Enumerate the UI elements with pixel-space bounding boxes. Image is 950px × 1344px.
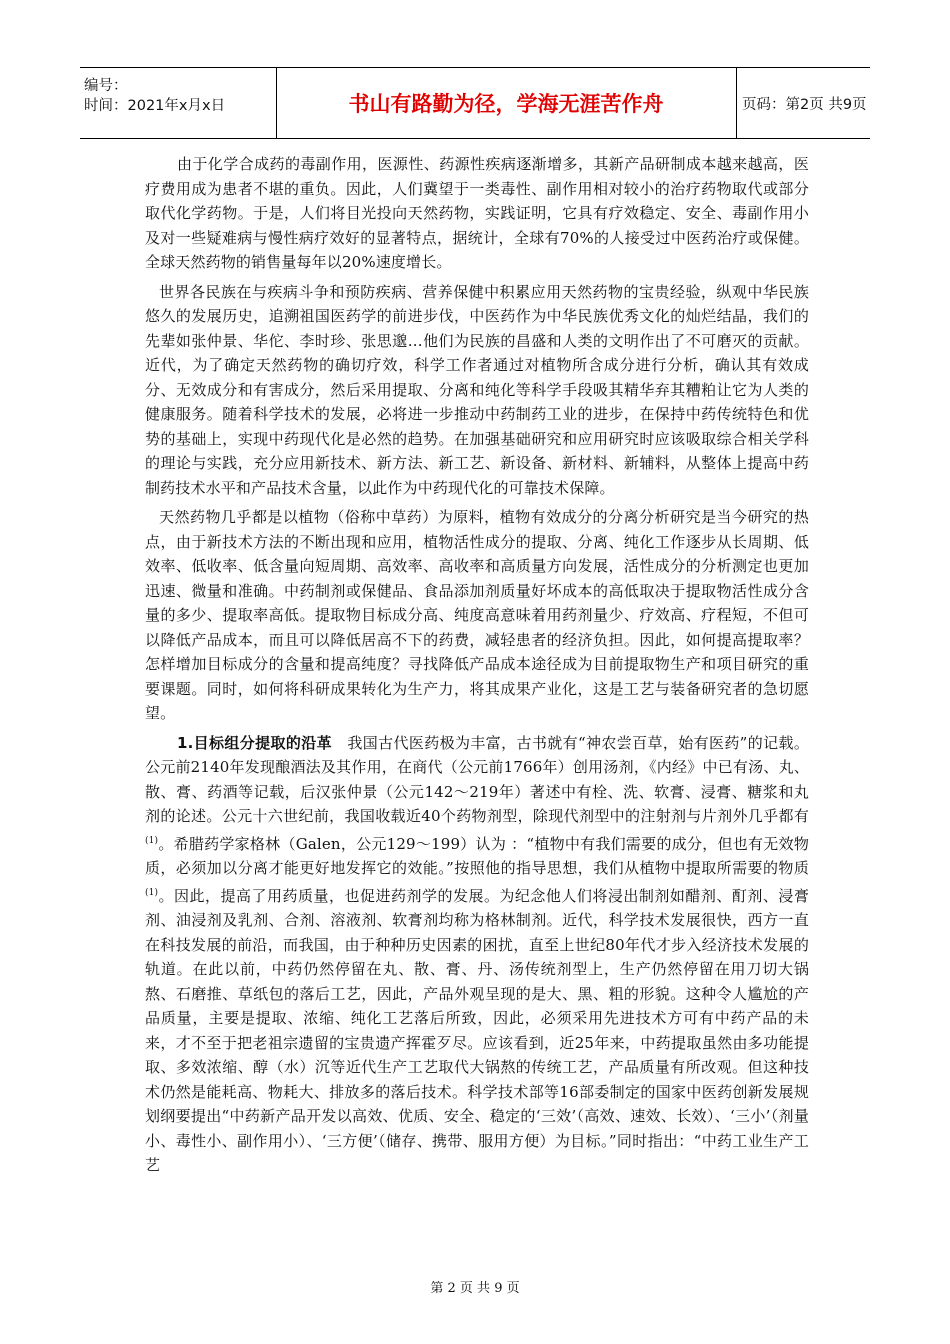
header-motto: 书山有路勤为径，学海无涯苦作舟 <box>348 92 664 116</box>
header-page-info: 页码：第2页 共9页 <box>742 96 867 113</box>
document-time-label: 时间：2021年x月x日 <box>84 98 226 114</box>
paragraph: 天然药物几乎都是以植物（俗称中草药）为原料，植物有效成分的分离分析研究是当今研究的热点，由于新技术方法的不断出现和应用，植物活性成分的提取、分离、纯化工作逐步从长周期、低效率、低收率、低含量向短周期、高效率、高收率和高质量方向发展，活性成分的分析测定也更加迅速、微量和准确。中药制剂或保健品、食品添加剂质量好坏成本的高低取决于提取物活性成分含量的多少、提取率高低。提取物目标成分高、纯度高意味着用药剂量少、疗效高、疗程短，不但可以降低产品成本，而且可以降低居高不下的药费，减轻患者的经济负担。因此，如何提高提取率？怎样增加目标成分的含量和提高纯度？寻找降低产品成本途径成为目前提取物生产和项目研究的重要课题。同时，如何将科研成果转化为生产力，将其成果产业化，这是工艺与装备研究者的急切愿望。 <box>145 508 809 722</box>
page-header <box>80 67 870 139</box>
paragraph: 世界各民族在与疾病斗争和预防疾病、营养保健中积累应用天然药物的宝贵经验，纵观中华民族悠久的发展历史，追溯祖国医药学的前进步伐，中医药作为中华民族优秀文化的灿烂结晶，我们的先辈如张仲景、华佗、李时珍、张思邈…他们为民族的昌盛和人类的文明作出了不可磨灭的贡献。近代，为了确定天然药物的确切疗效，科学工作者通过对植物所含成分进行分析，确认其有效成分、无效成分和有害成分，然后采用提取、分离和纯化等科学手段吸其精华弃其糟粕让它为人类的健康服务。随着科学技术的发展，必将进一步推动中药制药工业的进步，在保持中药传统特色和优势的基础上，实现中药现代化是必然的趋势。在加强基础研究和应用研究时应该吸取综合相关学科的理论与实践，充分应用新技术、新方法、新工艺、新设备、新材料、新辅料，从整体上提高中药制药技术水平和产品技术含量，以此作为中药现代化的可靠技术保障。 <box>145 282 809 497</box>
section-heading: 1.目标组分提取的沿革 <box>177 733 332 752</box>
page-footer: 第 2 页 共 9 页 <box>430 1281 520 1296</box>
paragraph <box>145 731 809 1178</box>
paragraph-text: 。希腊药学家格林（Galen，公元129～199）认为 ：“植物中有我们需要的成分，但也有无效物质，必须加以分离才能更好地发挥它的效能。”按照他的指导思想，我们从植物中提取所需要的物质 <box>145 834 809 877</box>
citation-ref: (1) <box>145 887 159 898</box>
paragraph-text: 。因此，提高了用药质量，也促进药剂学的发展。为纪念他人们将浸出制剂如醋剂、酊剂、浸膏剂、油浸剂及乳剂、合剂、溶液剂、软膏剂均称为格林制剂。近代，科学技术发展很快，西方一直在科技发展的前沿，而我国，由于种种历史因素的困扰，直至上世纪80年代才步入经济技术发展的轨道。在此以前，中药仍然停留在丸、散、膏、丹、汤传统剂型上，生产仍然停留在用刀切大锅熬、石磨推、草纸包的落后工艺，因此，产品外观呈现的是大、黑、粗的形貌。这种令人尴尬的产品质量，主要是提取、浓缩、纯化工艺落后所致，因此，必须采用先进技术方可有中药产品的未来，才不至于把老祖宗遗留的宝贵遗产挥霍歹尽。应该看到，近25年来，中药提取虽然由多功能提取、多效浓缩、醇（水）沉等近代生产工艺取代大锅熬的传统工艺，产品质量有所改观。但这种技术仍然是能耗高、物耗大、排放多的落后技术。科学技术部等16部委制定的国家中医药创新发展规划纲要提出“中药新产品开发以高效、优质、安全、稳定的‘三效’（高效、速效、长效）、‘三小’（剂量小、毒性小、副作用小）、‘三方便’（储存、携带、服用方便）为目标。”同时指出：“中药工业生产工艺 <box>145 886 809 1174</box>
citation-ref: (1) <box>145 835 159 846</box>
header-meta <box>80 68 276 138</box>
document-number-label: 编号： <box>84 78 128 94</box>
document-body <box>145 152 809 1183</box>
header-divider <box>736 68 737 138</box>
paragraph-text: 我国古代医药极为丰富，古书就有“神农尝百草，始有医药”的记载。公元前2140年发现酿酒法及其作用，在商代（公元前1766年）创用汤剂，《内经》中已有汤、丸、散、膏、药酒等记载，后汉张仲景（公元142～219年）著述中有栓、洗、软膏、浸膏、糖浆和丸剂的论述。公元十六世纪前，我国收载近40个药物剂型，除现代剂型中的注射剂与片剂外几乎都有 <box>145 733 809 825</box>
paragraph: 由于化学合成药的毒副作用，医源性、药源性疾病逐渐增多，其新产品研制成本越来越高，医疗费用成为患者不堪的重负。因此，人们冀望于一类毒性、副作用相对较小的治疗药物取代或部分取代化学药物。于是，人们将目光投向天然药物，实践证明，它具有疗效稳定、安全、毒副作用小及对一些疑难病与慢性病疗效好的显著特点，据统计，全球有70%的人接受过中医药治疗或保健。全球天然药物的销售量每年以20%速度增长。 <box>145 155 809 271</box>
